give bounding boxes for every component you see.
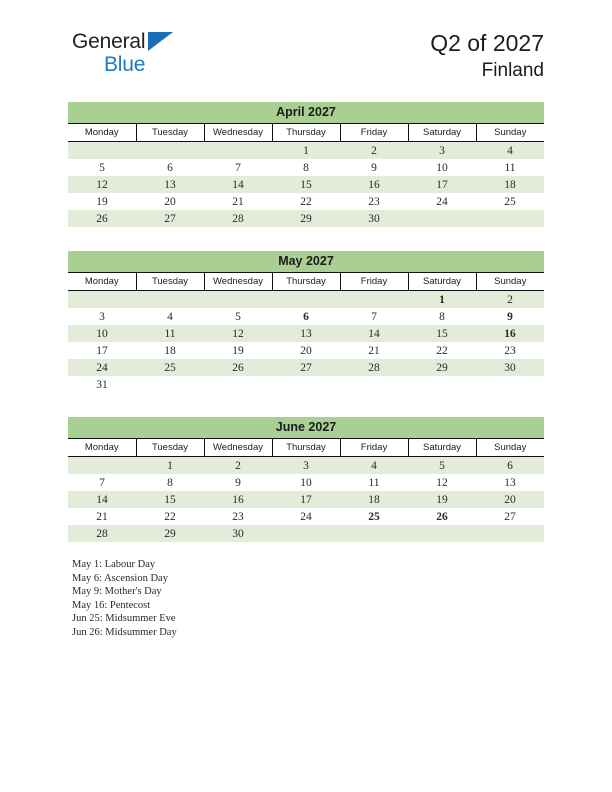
- day-cell-empty: [68, 291, 136, 309]
- day-cell[interactable]: 6: [136, 159, 204, 176]
- day-cell[interactable]: 19: [204, 342, 272, 359]
- week-row: [68, 193, 544, 210]
- legend-item: May 1: Labour Day: [72, 559, 156, 570]
- day-cell[interactable]: 12: [204, 325, 272, 342]
- weekday-header-row: [68, 273, 544, 291]
- day-cell[interactable]: 17: [68, 342, 136, 359]
- day-cell[interactable]: 4: [136, 308, 204, 325]
- day-cell-empty: [68, 142, 136, 160]
- day-cell[interactable]: 8: [272, 159, 340, 176]
- holiday-legend: [72, 558, 472, 640]
- day-cell[interactable]: 18: [136, 342, 204, 359]
- day-cell[interactable]: 27: [136, 210, 204, 227]
- day-cell[interactable]: 22: [408, 342, 476, 359]
- day-cell[interactable]: 1: [136, 457, 204, 475]
- day-cell[interactable]: 19: [68, 193, 136, 210]
- day-cell[interactable]: 9: [204, 474, 272, 491]
- day-cell[interactable]: 4: [340, 457, 408, 475]
- day-cell[interactable]: 8: [136, 474, 204, 491]
- day-cell-empty: [136, 142, 204, 160]
- day-cell[interactable]: 8: [408, 308, 476, 325]
- country-title: Finland: [481, 60, 544, 81]
- day-cell[interactable]: 10: [272, 474, 340, 491]
- day-cell[interactable]: 13: [272, 325, 340, 342]
- day-cell-holiday[interactable]: 6: [272, 308, 340, 325]
- day-cell-holiday[interactable]: 26: [408, 508, 476, 525]
- legend-item: May 9: Mother's Day: [72, 586, 162, 598]
- day-cell-empty: [476, 376, 544, 393]
- quarter-title: Q2 of 2027: [430, 30, 544, 56]
- day-cell[interactable]: 30: [476, 359, 544, 376]
- month-title: May 2027: [68, 251, 544, 272]
- day-cell-empty: [204, 291, 272, 309]
- day-cell[interactable]: 31: [68, 376, 136, 393]
- day-cell[interactable]: 19: [408, 491, 476, 508]
- day-cell[interactable]: 11: [340, 474, 408, 491]
- weekday-header-row: [68, 124, 544, 142]
- legend-item: Jun 25: Midsummer Eve: [72, 613, 176, 625]
- weekday-header-thursday: Thursday: [272, 439, 340, 457]
- weekday-header-friday: Friday: [340, 124, 408, 142]
- day-cell[interactable]: 5: [68, 159, 136, 176]
- day-cell[interactable]: 24: [408, 193, 476, 210]
- day-cell[interactable]: 17: [272, 491, 340, 508]
- day-cell-empty: [340, 291, 408, 309]
- month-title: April 2027: [68, 102, 544, 123]
- weekday-header-row: [68, 439, 544, 457]
- day-cell[interactable]: 26: [68, 210, 136, 227]
- day-cell-empty: [68, 457, 136, 475]
- page-title: [430, 28, 544, 84]
- month-table: [68, 272, 544, 393]
- weekday-header-thursday: Thursday: [272, 124, 340, 142]
- day-cell[interactable]: 9: [340, 159, 408, 176]
- week-row: [68, 176, 544, 193]
- weekday-header-saturday: Saturday: [408, 124, 476, 142]
- weekday-header-friday: Friday: [340, 439, 408, 457]
- day-cell[interactable]: 7: [340, 308, 408, 325]
- day-cell[interactable]: 24: [272, 508, 340, 525]
- day-cell[interactable]: 29: [136, 525, 204, 542]
- weekday-header-saturday: Saturday: [408, 439, 476, 457]
- day-cell[interactable]: 1: [272, 142, 340, 160]
- week-row: [68, 359, 544, 376]
- day-cell-empty: [136, 291, 204, 309]
- weekday-header-wednesday: Wednesday: [204, 273, 272, 291]
- day-cell[interactable]: 18: [340, 491, 408, 508]
- day-cell[interactable]: 2: [340, 142, 408, 160]
- week-row: [68, 291, 544, 309]
- day-cell[interactable]: 4: [476, 142, 544, 160]
- day-cell[interactable]: 10: [408, 159, 476, 176]
- weekday-header-monday: Monday: [68, 124, 136, 142]
- week-row: [68, 474, 544, 491]
- day-cell[interactable]: 22: [136, 508, 204, 525]
- day-cell[interactable]: 5: [204, 308, 272, 325]
- day-cell[interactable]: 13: [476, 474, 544, 491]
- month-title: June 2027: [68, 417, 544, 438]
- day-cell[interactable]: 14: [340, 325, 408, 342]
- day-cell[interactable]: 2: [476, 291, 544, 309]
- day-cell[interactable]: 29: [408, 359, 476, 376]
- brand-triangle-icon: [148, 32, 173, 51]
- day-cell[interactable]: 26: [204, 359, 272, 376]
- day-cell[interactable]: 6: [476, 457, 544, 475]
- week-row: [68, 142, 544, 160]
- day-cell[interactable]: 21: [68, 508, 136, 525]
- day-cell[interactable]: 27: [272, 359, 340, 376]
- day-cell-empty: [476, 525, 544, 542]
- brand-name-general: General: [72, 30, 146, 53]
- day-cell[interactable]: 3: [272, 457, 340, 475]
- day-cell[interactable]: 12: [408, 474, 476, 491]
- week-row: [68, 210, 544, 227]
- day-cell[interactable]: 30: [204, 525, 272, 542]
- day-cell[interactable]: 3: [68, 308, 136, 325]
- weekday-header-tuesday: Tuesday: [136, 439, 204, 457]
- day-cell[interactable]: 28: [204, 210, 272, 227]
- day-cell-holiday[interactable]: 9: [476, 308, 544, 325]
- weekday-header-wednesday: Wednesday: [204, 124, 272, 142]
- day-cell[interactable]: 14: [68, 491, 136, 508]
- day-cell[interactable]: 16: [340, 176, 408, 193]
- day-cell[interactable]: 7: [68, 474, 136, 491]
- day-cell[interactable]: 15: [136, 491, 204, 508]
- day-cell[interactable]: 15: [272, 176, 340, 193]
- brand-name-blue: Blue: [104, 53, 146, 76]
- weekday-header-sunday: Sunday: [476, 273, 544, 291]
- day-cell[interactable]: 21: [204, 193, 272, 210]
- day-cell[interactable]: 23: [476, 342, 544, 359]
- day-cell[interactable]: 20: [272, 342, 340, 359]
- legend-item: May 16: Pentecost: [72, 599, 151, 611]
- day-cell[interactable]: 10: [68, 325, 136, 342]
- day-cell[interactable]: 2: [204, 457, 272, 475]
- day-cell[interactable]: 27: [476, 508, 544, 525]
- day-cell[interactable]: 11: [476, 159, 544, 176]
- weekday-header-wednesday: Wednesday: [204, 439, 272, 457]
- day-cell[interactable]: 15: [408, 325, 476, 342]
- day-cell[interactable]: 3: [408, 142, 476, 160]
- day-cell[interactable]: 24: [68, 359, 136, 376]
- calendar-container: [68, 102, 544, 566]
- day-cell[interactable]: 28: [340, 359, 408, 376]
- brand-logo: [72, 30, 272, 86]
- day-cell-empty: [204, 376, 272, 393]
- day-cell-empty: [340, 525, 408, 542]
- day-cell[interactable]: 23: [340, 193, 408, 210]
- day-cell-empty: [272, 291, 340, 309]
- day-cell-empty: [340, 376, 408, 393]
- week-row: [68, 508, 544, 525]
- day-cell[interactable]: 22: [272, 193, 340, 210]
- day-cell[interactable]: 18: [476, 176, 544, 193]
- day-cell[interactable]: 25: [476, 193, 544, 210]
- day-cell-empty: [272, 525, 340, 542]
- day-cell[interactable]: 12: [68, 176, 136, 193]
- month-block: [68, 102, 544, 227]
- day-cell[interactable]: 20: [476, 491, 544, 508]
- day-cell[interactable]: 7: [204, 159, 272, 176]
- day-cell-empty: [408, 525, 476, 542]
- day-cell[interactable]: 29: [272, 210, 340, 227]
- week-row: [68, 376, 544, 393]
- weekday-header-sunday: Sunday: [476, 439, 544, 457]
- weekday-header-friday: Friday: [340, 273, 408, 291]
- week-row: [68, 525, 544, 542]
- weekday-header-monday: Monday: [68, 273, 136, 291]
- day-cell-empty: [136, 376, 204, 393]
- day-cell-holiday[interactable]: 1: [408, 291, 476, 309]
- week-row: [68, 159, 544, 176]
- weekday-header-monday: Monday: [68, 439, 136, 457]
- day-cell-empty: [476, 210, 544, 227]
- day-cell-empty: [272, 376, 340, 393]
- weekday-header-thursday: Thursday: [272, 273, 340, 291]
- page-header: [0, 0, 612, 81]
- day-cell[interactable]: 11: [136, 325, 204, 342]
- day-cell[interactable]: 30: [340, 210, 408, 227]
- weekday-header-saturday: Saturday: [408, 273, 476, 291]
- day-cell[interactable]: 28: [68, 525, 136, 542]
- day-cell[interactable]: 23: [204, 508, 272, 525]
- day-cell-empty: [204, 142, 272, 160]
- month-table: [68, 438, 544, 542]
- day-cell[interactable]: 21: [340, 342, 408, 359]
- weekday-header-tuesday: Tuesday: [136, 273, 204, 291]
- day-cell[interactable]: 16: [204, 491, 272, 508]
- weekday-header-tuesday: Tuesday: [136, 124, 204, 142]
- day-cell[interactable]: 20: [136, 193, 204, 210]
- day-cell-empty: [408, 376, 476, 393]
- day-cell-empty: [408, 210, 476, 227]
- day-cell[interactable]: 14: [204, 176, 272, 193]
- week-row: [68, 457, 544, 475]
- week-row: [68, 491, 544, 508]
- day-cell-holiday[interactable]: 16: [476, 325, 544, 342]
- day-cell[interactable]: 5: [408, 457, 476, 475]
- legend-item: May 6: Ascension Day: [72, 572, 168, 584]
- week-row: [68, 342, 544, 359]
- week-row: [68, 325, 544, 342]
- legend-item: Jun 26: Midsummer Day: [72, 626, 177, 638]
- month-block: [68, 417, 544, 542]
- day-cell[interactable]: 17: [408, 176, 476, 193]
- month-table: [68, 123, 544, 227]
- day-cell[interactable]: 13: [136, 176, 204, 193]
- week-row: [68, 308, 544, 325]
- month-block: [68, 251, 544, 393]
- weekday-header-sunday: Sunday: [476, 124, 544, 142]
- day-cell[interactable]: 25: [136, 359, 204, 376]
- day-cell-holiday[interactable]: 25: [340, 508, 408, 525]
